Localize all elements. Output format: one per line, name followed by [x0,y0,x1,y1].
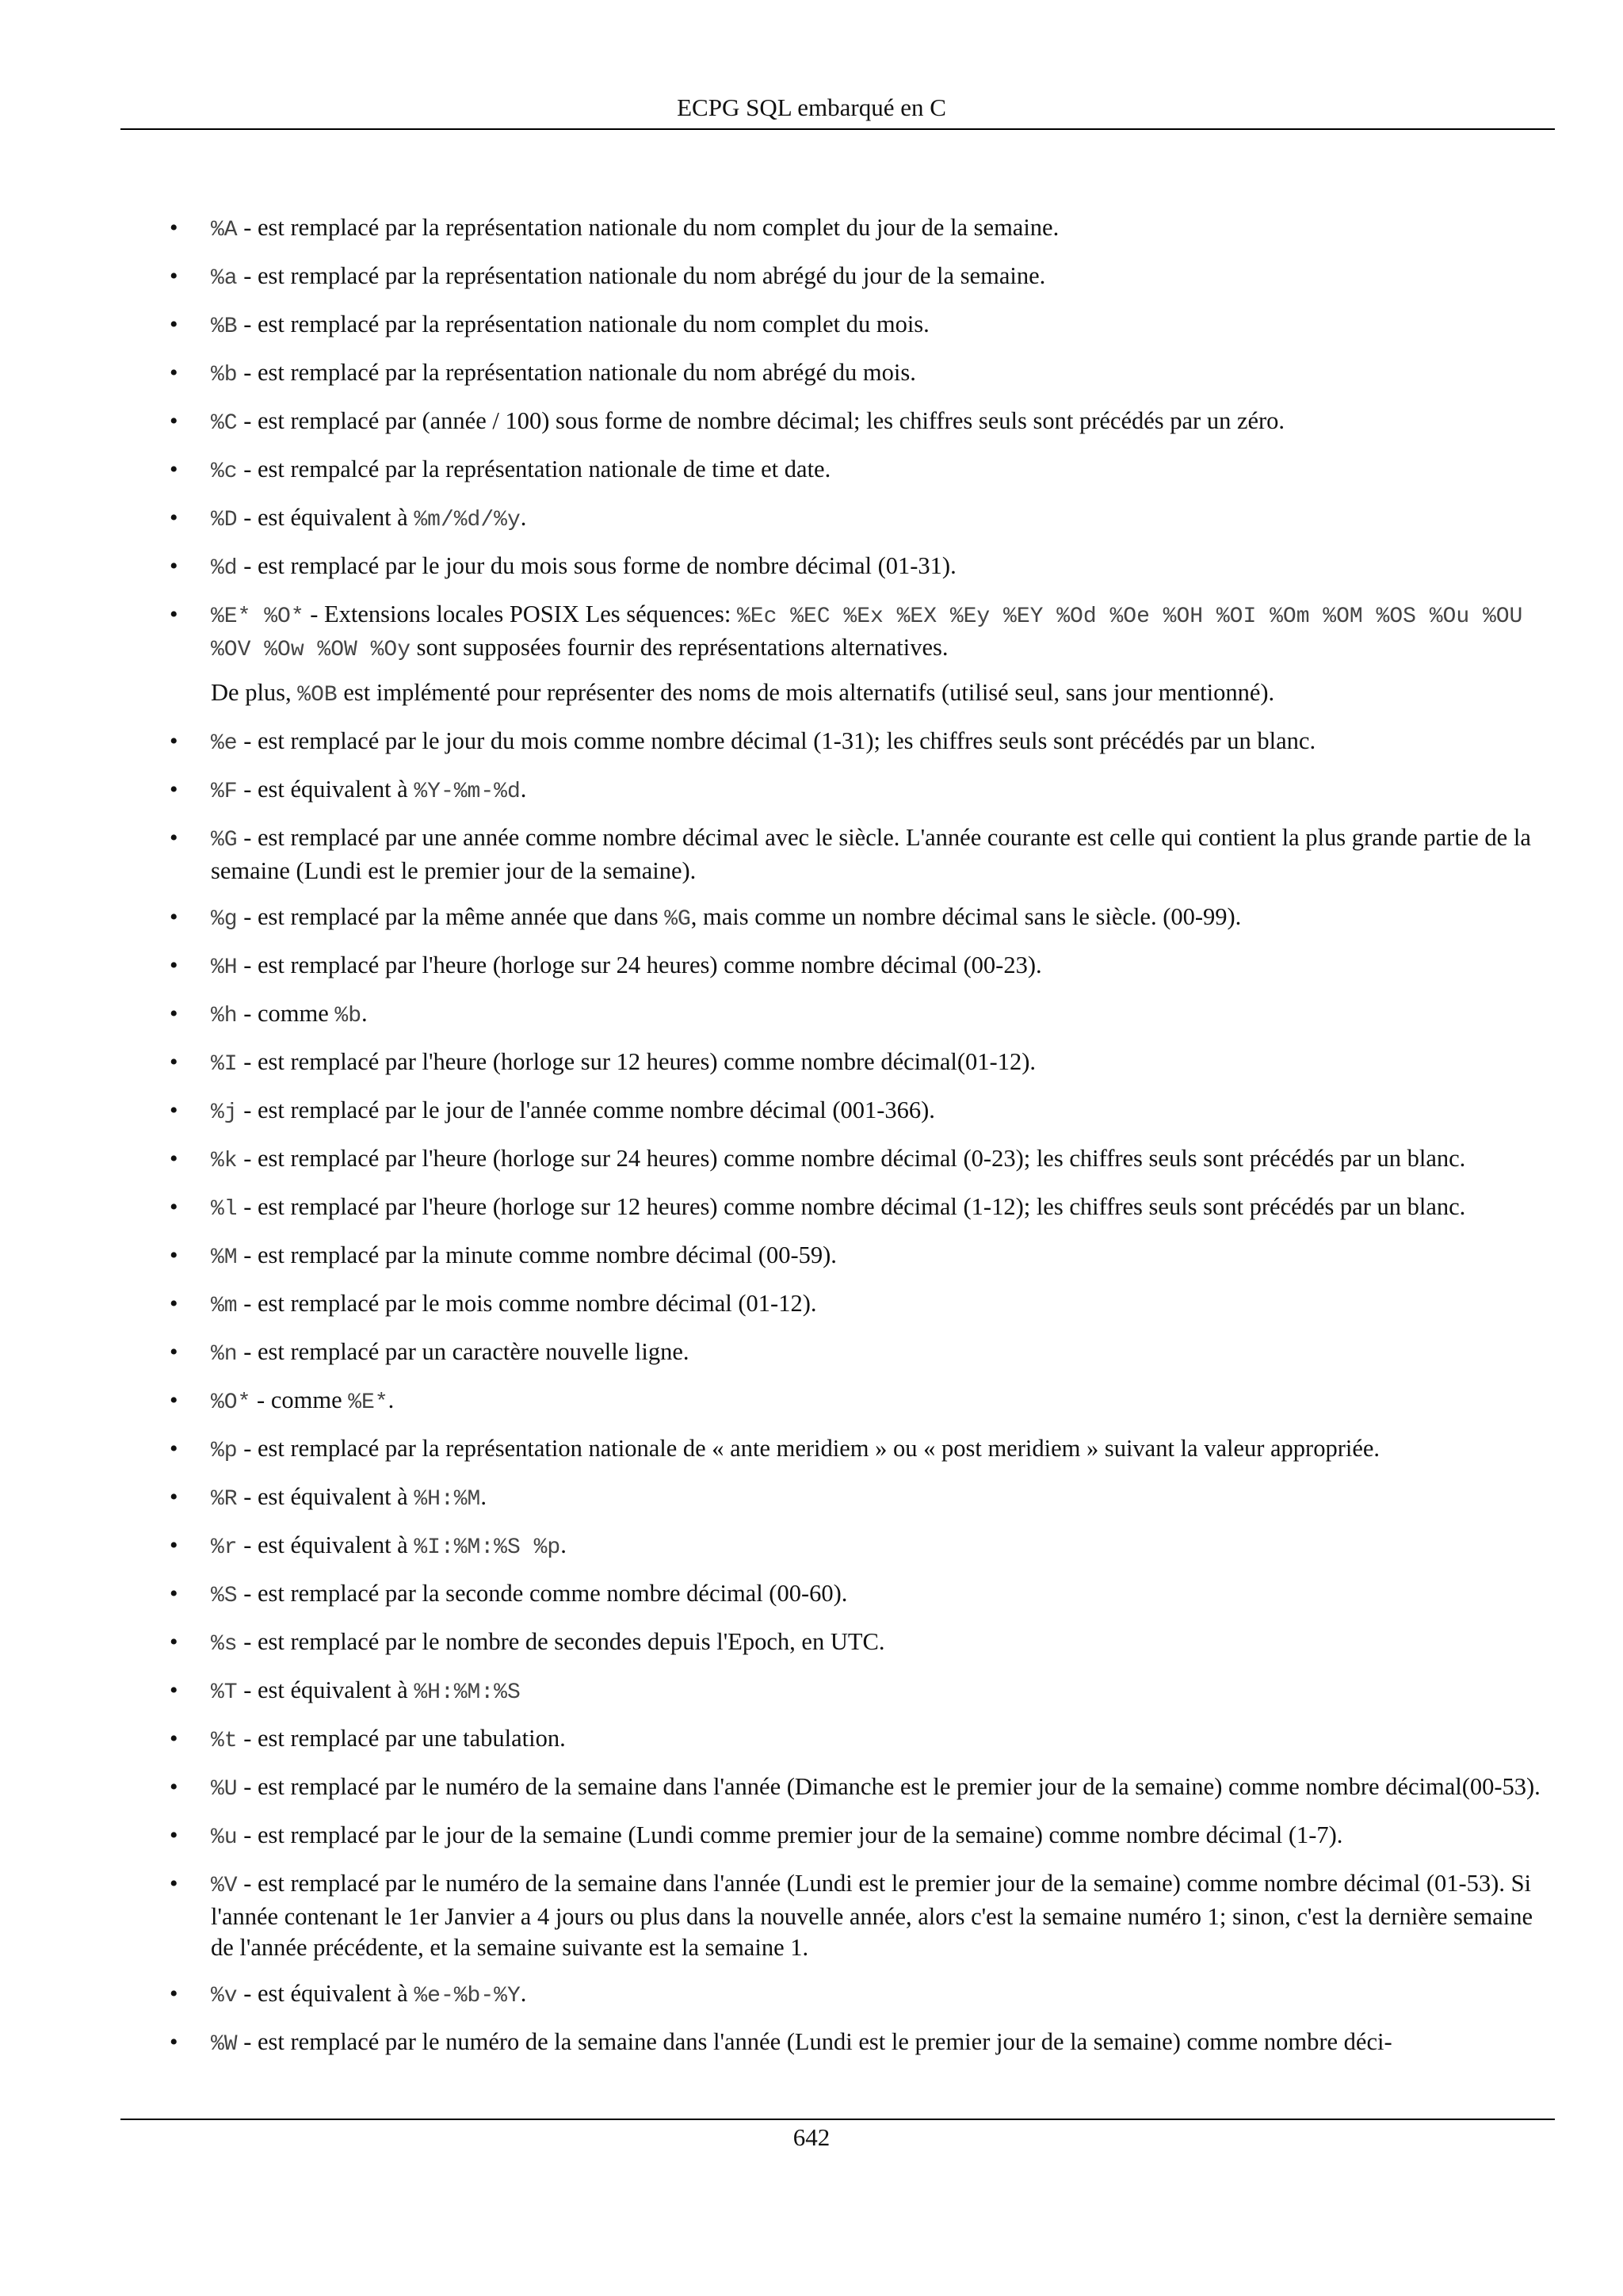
entry-text: - est remplacé par l'heure (horloge sur 24 heures) comme nombre décimal (00-23). [237,952,1042,978]
list-item [0,902,1623,935]
bullet-icon: • [170,408,178,434]
entry-text: - est équivalent à [237,1980,414,2007]
entry-text: - est remplacé par l'heure (horloge sur 24 heures) comme nombre décimal (0-23); les chiffres seuls sont précédés par un blanc. [237,1145,1466,1172]
entry-text: - est remplacé par la représentation nationale de « ante meridiem » ou « post meridiem » suivant la valeur appropriée. [237,1435,1381,1462]
entry-text: - est remplacé par le numéro de la semaine dans l'année (Lundi est le premier jour de la semaine) comme nombre déci- [237,2028,1392,2055]
bullet-icon: • [170,1291,178,1317]
bullet-icon: • [170,1677,178,1703]
list-item [0,950,1623,983]
code-token: %e [211,731,238,756]
bullet-icon: • [170,360,178,386]
code-token: %e-%b-%Y [414,1984,521,2008]
bullet-icon: • [170,215,178,241]
code-token: %F [211,780,238,804]
list-item [0,1978,1623,2012]
entry-text: . [520,1980,527,2007]
bullet-icon: • [170,601,178,627]
code-token: %v [211,1984,238,2008]
list-item [0,1820,1623,1853]
list-item [0,1385,1623,1418]
entry-text: - est remplacé par la représentation nationale du nom complet du mois. [237,311,930,338]
code-token: %m [211,1294,238,1318]
entry-text: - est remplacé par la seconde comme nombre décimal (00-60). [237,1580,848,1607]
list-item [0,551,1623,584]
entry-text: - est remplacé par la même année que dans [237,903,665,930]
entry-text: . [520,504,527,531]
list-item [0,406,1623,439]
bullet-icon: • [170,456,178,482]
entry-text: - est remplacé par le jour du mois comme nombre décimal (1-31); les chiffres seuls sont précédés par un blanc. [237,727,1316,754]
bullet-icon: • [170,1726,178,1752]
code-token: %I:%M:%S %p [414,1535,561,1560]
code-token: %H:%M [414,1487,481,1512]
code-token: %n [211,1342,238,1367]
entry-text: - est équivalent à [237,1531,414,1558]
bullet-icon: • [170,952,178,978]
entry-text: . [361,1000,368,1027]
bullet-icon: • [170,776,178,803]
bullet-icon: • [170,1387,178,1413]
entry-text: - est remplacé par la représentation nationale du nom abrégé du mois. [237,359,916,386]
entry-text: - est remplacé par le jour de l'année comme nombre décimal (001-366). [237,1097,935,1123]
code-token: %E* [348,1390,388,1415]
code-token: %p [211,1439,238,1463]
code-token: %j [211,1100,238,1125]
entry-text: - est remplacé par un caractère nouvelle ligne. [237,1338,689,1365]
entry-text: . [560,1531,567,1558]
bullet-icon: • [170,904,178,930]
code-token: %l [211,1197,238,1222]
list-item [0,357,1623,391]
entry-text: - est équivalent à [237,504,414,531]
list-item [0,1868,1623,1963]
bullet-icon: • [170,505,178,531]
code-token: %m/%d/%y [414,508,521,532]
entry-text: De plus, [211,679,298,706]
format-specifier-list [0,212,1623,2075]
bullet-icon: • [170,1436,178,1462]
entry-text: - est équivalent à [237,1483,414,1510]
code-token: %g [211,907,238,932]
entry-text: - est remplacé par la minute comme nombre décimal (00-59). [237,1241,837,1268]
bullet-icon: • [170,1194,178,1220]
list-item [0,1337,1623,1370]
entry-text: . [520,776,527,803]
entry-text: - est remplacé par une tabulation. [237,1725,566,1752]
bullet-icon: • [170,2029,178,2055]
code-token: %s [211,1632,238,1657]
code-token: %Y-%m-%d [414,780,521,804]
bullet-icon: • [170,1484,178,1510]
entry-text: - est remplacé par le nombre de secondes depuis l'Epoch, en UTC. [237,1628,885,1655]
entry-text: - est remplacé par (année / 100) sous forme de nombre décimal; les chiffres seuls sont précédés par un zéro. [237,407,1285,434]
entry-text: - est remplacé par la représentation nationale du nom complet du jour de la semaine. [237,214,1060,241]
bullet-icon: • [170,1339,178,1365]
code-token: %I [211,1052,238,1077]
entry-text: - est remplacé par l'heure (horloge sur 12 heures) comme nombre décimal(01-12). [237,1048,1036,1075]
entry-text: - Extensions locales POSIX Les séquences: [304,601,737,627]
entry-text: - est équivalent à [237,776,414,803]
code-token: %S [211,1584,238,1608]
entry-text: - comme [237,1000,335,1027]
list-item [0,2027,1623,2060]
list-item [0,309,1623,342]
entry-text: - est remplacé par le mois comme nombre décimal (01-12). [237,1290,817,1317]
bullet-icon: • [170,1981,178,2007]
code-token: %b [334,1004,362,1028]
code-token: %O* [211,1390,251,1415]
list-item [0,1143,1623,1177]
bullet-icon: • [170,553,178,579]
list-item [0,1723,1623,1756]
entry-text: - est remplacé par le jour de la semaine (Lundi comme premier jour de la semaine) comme nombre décimal (1-7). [237,1821,1343,1848]
entry-text: - est équivalent à [237,1676,414,1703]
list-item [0,1240,1623,1273]
code-token: %C [211,411,238,436]
bullet-icon: • [170,1532,178,1558]
list-item [0,1288,1623,1322]
entry-text: - est remplacé par le numéro de la semaine dans l'année (Lundi est le premier jour de la semaine) comme nombre décimal (01-53). Si l'année contenant le 1er Janvier a 4 jours ou plus dans la nouvelle année, alors c'est la semaine numéro 1; sinon, c'est la dernière semaine de l'année précédente, et la semaine suivante est la semaine 1. [211,1870,1533,1961]
bullet-icon: • [170,1097,178,1123]
code-token: %c [211,460,238,484]
entry-text: , mais comme un nombre décimal sans le siècle. (00-99). [690,903,1242,930]
list-item [0,1192,1623,1225]
entry-text: - est remplacé par une année comme nombre décimal avec le siècle. L'année courante est celle qui contient la plus grande partie de la semaine (Lundi est le premier jour de la semaine). [211,824,1531,884]
bullet-icon: • [170,1242,178,1268]
bullet-icon: • [170,1001,178,1027]
bullet-icon: • [170,263,178,289]
code-token: %r [211,1535,238,1560]
code-token: %k [211,1149,238,1173]
bullet-icon: • [170,1822,178,1848]
bullet-icon: • [170,1049,178,1075]
code-token: %E* %O* [211,605,304,629]
list-item [0,261,1623,294]
code-token: %A [211,218,238,242]
list-item [0,1772,1623,1805]
code-token: %U [211,1777,238,1802]
code-token: %D [211,508,238,532]
list-item [0,726,1623,759]
list-item [0,212,1623,246]
code-token: %T [211,1680,238,1705]
code-token: %t [211,1729,238,1753]
code-token: %h [211,1004,238,1028]
entry-text: - comme [250,1386,349,1413]
list-item [0,998,1623,1032]
list-item [0,1482,1623,1515]
code-token: %b [211,363,238,387]
bullet-icon: • [170,1871,178,1897]
bullet-icon: • [170,1774,178,1800]
entry-text: - est remplacé par le numéro de la semaine dans l'année (Dimanche est le premier jour de la semaine) comme nombre décimal(00-53). [237,1773,1541,1800]
code-token: %OB [297,683,338,707]
code-token: %B [211,315,238,339]
list-item [0,1578,1623,1611]
code-token: %G [664,907,691,932]
entry-text: . [480,1483,487,1510]
running-header-title: ECPG SQL embarqué en C [677,93,946,121]
list-item [0,1675,1623,1708]
bullet-icon: • [170,1629,178,1655]
list-item [0,774,1623,807]
list-item [0,1433,1623,1466]
list-item [0,1627,1623,1660]
page-number: 642 [792,2123,831,2151]
code-token: %H:%M:%S [414,1680,521,1705]
code-token: %W [211,2032,238,2057]
bullet-icon: • [170,825,178,851]
entry-text: - est remplacé par la représentation nationale du nom abrégé du jour de la semaine. [237,262,1046,289]
code-token: %a [211,266,238,291]
code-token: %H [211,955,238,980]
list-item [0,822,1623,887]
list-item [0,599,1623,666]
code-token: %d [211,556,238,581]
footer-rule [120,2119,1555,2120]
list-item [0,1095,1623,1128]
bullet-icon: • [170,311,178,338]
entry-text: . [388,1386,395,1413]
header-rule [120,128,1555,130]
code-token: %Ec %EC %Ex %EX %Ey %EY %Od %Oe %OH %OI %Om %OM %OS %Ou %OU %OV %Ow %OW %Oy [211,605,1523,662]
bullet-icon: • [170,1146,178,1172]
list-item [0,454,1623,487]
code-token: %V [211,1874,238,1898]
entry-text: - est remplacé par l'heure (horloge sur 12 heures) comme nombre décimal (1-12); les chiffres seuls sont précédés par un blanc. [237,1193,1466,1220]
code-token: %R [211,1487,238,1512]
entry-text: - est rempalcé par la représentation nationale de time et date. [237,456,831,482]
list-item [0,502,1623,536]
code-token: %u [211,1825,238,1850]
entry-text: sont supposées fournir des représentations alternatives. [411,634,949,661]
code-token: %G [211,828,238,852]
bullet-icon: • [170,728,178,754]
bullet-icon: • [170,1581,178,1607]
list-item [0,1530,1623,1563]
list-item [0,1047,1623,1080]
entry-text: est implémenté pour représenter des noms de mois alternatifs (utilisé seul, sans jour mentionné). [337,679,1275,706]
entry-text: - est remplacé par le jour du mois sous forme de nombre décimal (01-31). [237,552,957,579]
code-token: %M [211,1245,238,1270]
entry-continuation-paragraph [0,677,1623,711]
